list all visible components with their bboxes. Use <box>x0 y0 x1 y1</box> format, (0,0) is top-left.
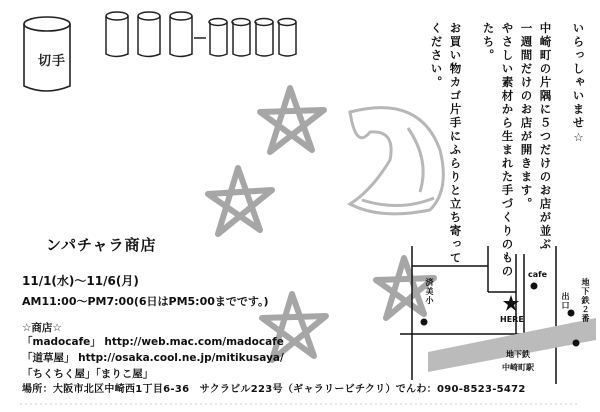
event-dates: 11/1(水)～11/6(月) <box>22 274 139 288</box>
map-label-station: 中崎町駅 <box>502 363 534 372</box>
invitation-line-5: たち。 <box>481 22 496 63</box>
invitation-line-2: 中崎町の片隅に５つだけのお店が並ぶ <box>538 22 553 252</box>
scribble-shape-icon <box>350 108 443 214</box>
shop-link[interactable]: http://osaka.cool.ne.jp/mitikusaya/ <box>78 352 284 364</box>
shop-link[interactable]: http://web.mac.com/madocafe <box>104 336 284 348</box>
event-hours: AM11:00～PM7:00(6日はPM5:00までです。) <box>22 295 269 308</box>
map-label-cafe: cafe <box>528 270 548 279</box>
footer-address: 場所：大阪市北区中崎西1丁目6-36 サクラビル223号（ギャラリービチクリ）でんわ：090-8523-5472 <box>22 384 526 395</box>
shop-name: 「madocafe」 <box>22 336 101 348</box>
shop-entry <box>22 334 284 349</box>
shop-name: 「道草屋」 <box>22 352 75 364</box>
star-icon <box>260 88 324 152</box>
map-label-exit: 出口 <box>561 292 570 310</box>
stamp-label: 切手 <box>38 54 67 69</box>
map-label-here: HERE <box>500 315 524 324</box>
invitation-line-4: やさしい素材から生まれた手づくりのもの <box>500 22 515 279</box>
star-icon <box>208 168 272 234</box>
shop-title: ンパチャラ商店 <box>46 236 157 254</box>
shop-name: 「ちくちく屋」「まりこ屋」 <box>22 368 154 380</box>
map-label-school: 済美小 <box>425 278 434 305</box>
invitation-line-7: ください。 <box>429 22 444 90</box>
map-label-line2: 地下鉄２番 <box>581 278 590 323</box>
can-row-icon <box>106 12 296 57</box>
map-label-subway: 地下鉄 <box>506 350 530 359</box>
shop-entry <box>22 366 153 381</box>
invitation-line-1: いらっしゃいませ☆ <box>571 22 586 146</box>
shops-heading: ☆商店☆ <box>22 322 62 334</box>
shop-entry <box>22 350 284 365</box>
invitation-line-6: お買い物カゴ片手にふらりと立ち寄って <box>448 22 463 265</box>
invitation-line-3: 一週間だけのお店が開きます。 <box>519 22 534 211</box>
